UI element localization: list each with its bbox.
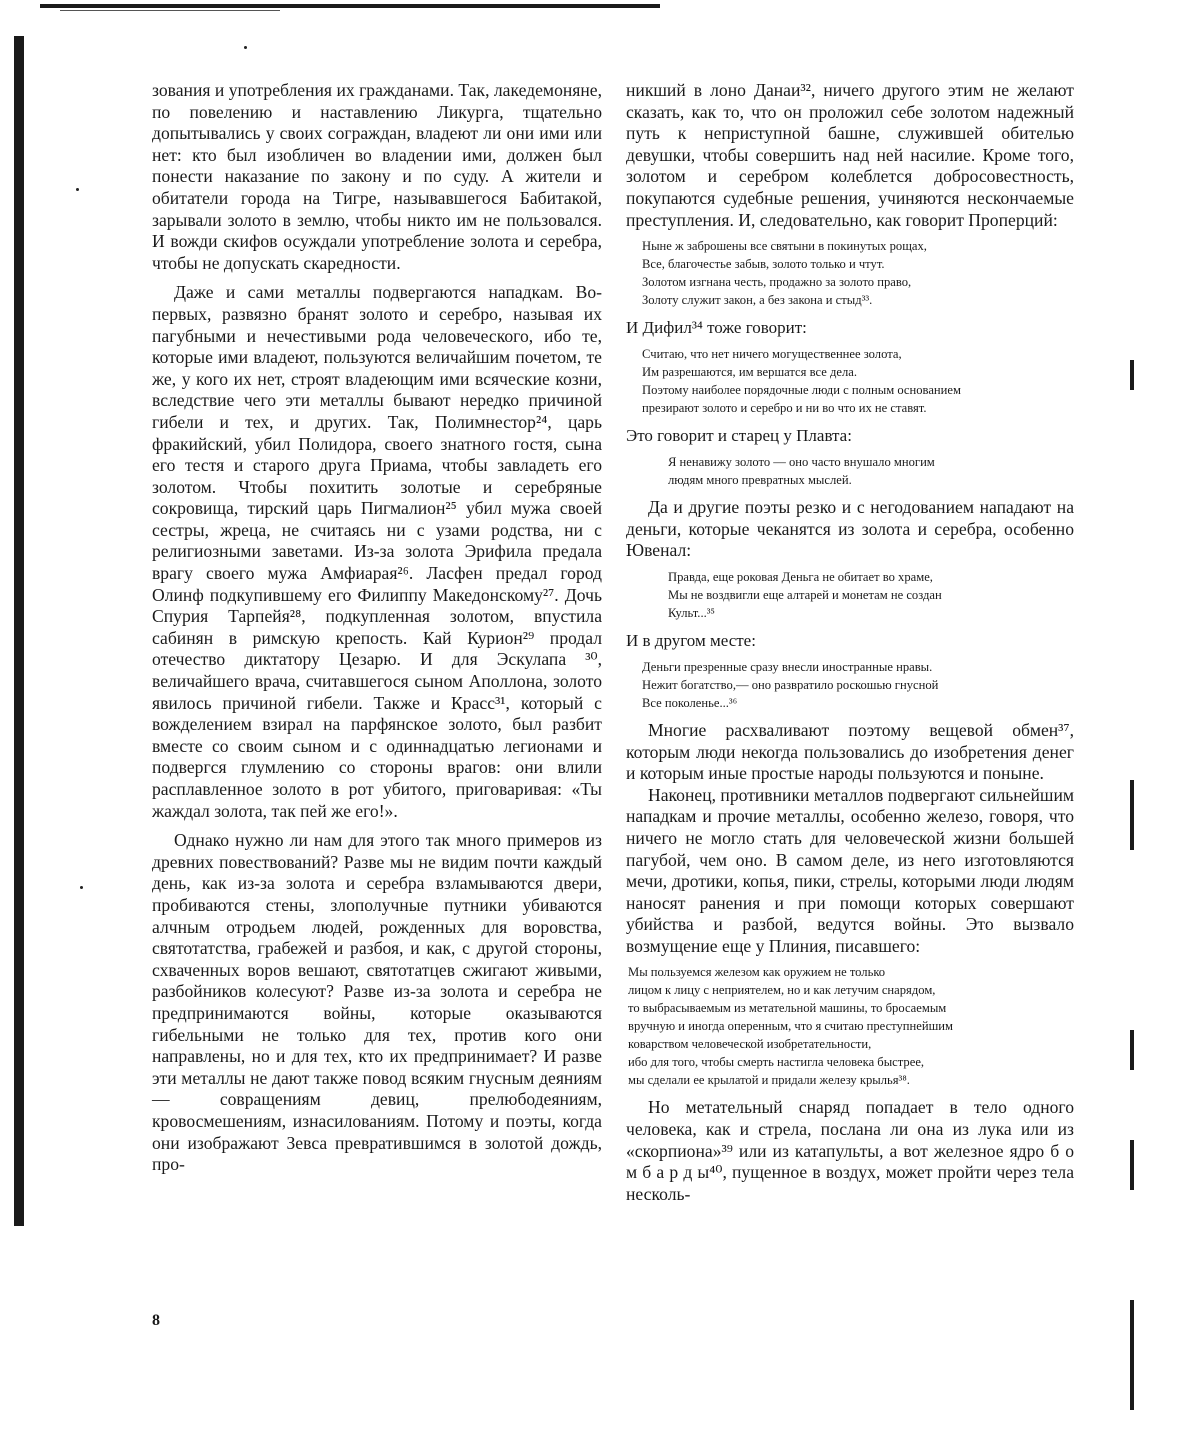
verse-line: Нежит богатство,— оно развратило роскошью гнусной xyxy=(642,677,939,692)
top-rule-thin xyxy=(60,10,280,11)
quote-intro: И в другом месте: xyxy=(626,630,756,650)
verse-line: ибо для того, чтобы смерть настигла человека быстрее, xyxy=(628,1055,925,1070)
verse-line: Все поколенье...³⁶ xyxy=(642,695,738,710)
quote-intro: И Дифил³⁴ тоже говорит: xyxy=(626,318,807,338)
paragraph: Но метательный снаряд попадает в тело одного человека, как и стрела, послана ли она из лука или из «скорпиона»³⁹ или из катапульты, а вот железное ядро б о м б а р д ы⁴⁰, пущенное в воздух, может пройти через тела несколь- xyxy=(626,1097,1074,1204)
verse-line: мы сделали ее крылатой и придали железу крылья³⁸. xyxy=(628,1073,910,1088)
scan-mark xyxy=(1130,1300,1134,1410)
verse-line: вручную и иногда оперенным, что я считаю преступнейшим xyxy=(628,1019,954,1034)
verse-quote xyxy=(642,658,1074,712)
verse-line: Считаю, что нет ничего могущественнее золота, xyxy=(642,347,902,362)
verse-line: Деньги презренные сразу внесли иностранные нравы. xyxy=(642,659,933,674)
verse-line: Им разрешаются, им вершатся все дела. xyxy=(642,365,857,380)
verse-line: Мы пользуемся железом как оружием не только xyxy=(628,965,886,980)
paragraph: Да и другие поэты резко и с негодованием нападают на деньги, которые чеканятся из золота и серебра, особенно Ювенал: xyxy=(626,497,1074,561)
scan-speck xyxy=(76,188,79,191)
paragraph: Наконец, противники металлов подвергают сильнейшим нападкам и прочие металлы, особенно железо, говоря, что ничего не могло стать для человеческой жизни большей пагубой, чем оно. В самом деле, из него изготовляются мечи, дротики, копья, пики, стрелы, которыми люди людям наносят ранения и при помощи которых совершают убийства и разбой, ведутся войны. Это вызвало возмущение еще у Плиния, писавшего: xyxy=(626,784,1074,956)
scan-mark xyxy=(1130,360,1134,390)
verse-line: Правда, еще роковая Деньга не обитает во храме, xyxy=(668,569,933,584)
right-column xyxy=(626,80,1074,1205)
paragraph: Даже и сами металлы подвергаются нападкам. Во-первых, развязно бранят золото и серебро, называя их пагубными и нечестивыми рода человеческого, ибо те, которые ими владеют, пользуются величайшим почетом, те же, у кого их нет, строят владеющим ими всяческие козни, вследствие чего эти металлы бывают нередко причиной гибели и тех, и других. Так, Полимнестор²⁴, царь фракийский, убил Полидора, своего знатного гостя, сына его тестя и старого друга Приама, чтобы завладеть его золотом. Чтобы похитить золотые и серебряные сокровища, тирский царь Пигмалион²⁵ убил мужа своей сестры, жреца, не считаясь ни с узами родства, ни с религиозными заветами. Из-за золота Эрифила предала врагу своего мужа Амфиарая²⁶. Ласфен предал город Олинф подкупившему его Филиппу Македонскому²⁷. Дочь Спурия Тарпейя²⁸, подкупленная золотом, впустила сабинян в римскую крепость. Кай Курион²⁹ продал отечество диктатору Цезарю. И для Эскулапа ³⁰, величайшего врача, считавшегося сыном Аполлона, золото явилось причиной гибели. Также и Красс³¹, который с вожделением взирал на парфянское золото, был разбит вместе со своим сыном и с одиннадцатью легионами и подвергся глумлению со стороны врагов: они влили расплавленное золото в рот убитого, приговаривая: «Ты жаждал золота, так пей же его!». xyxy=(152,282,602,821)
page-number: 8 xyxy=(152,1312,160,1329)
scan-speck xyxy=(244,46,247,49)
verse-line: людям много превратных мыслей. xyxy=(668,473,852,488)
top-rule xyxy=(40,4,660,8)
verse-line: то выбрасываемым из метательной машины, то бросаемым xyxy=(628,1001,947,1016)
verse-line: Культ...³⁵ xyxy=(668,605,715,620)
verse-line: лицом к лицу с неприятелем, но и как летучим снарядом, xyxy=(628,983,936,998)
verse-quote xyxy=(668,568,1074,622)
paragraph: Многие расхваливают поэтому вещевой обмен³⁷, которым люди некогда пользовались до изобретения денег и которым иные простые народы пользуются и поныне. xyxy=(626,719,1074,784)
scan-speck xyxy=(80,886,83,889)
verse-line: Поэтому наиболее порядочные люди с полным основанием xyxy=(642,383,961,398)
paragraph: никший в лоно Данаи³², ничего другого этим не желают сказать, как то, что он проложил себе золотом надежный путь к неприступной башне, служившей обителью девушки, чтобы совершить над ней насилие. Кроме того, золотом и серебром колеблется добросовестность, покупаются судебные решения, учиняются нескончаемые преступления. И, следовательно, как говорит Проперций: xyxy=(626,80,1074,230)
scan-mark xyxy=(1130,1140,1134,1190)
verse-quote xyxy=(642,237,1074,309)
scan-mark xyxy=(1130,1030,1134,1070)
verse-line: Золоту служит закон, а без закона и стыд³³. xyxy=(642,293,873,308)
verse-line: Золотом изгнана честь, продажно за золото право, xyxy=(642,275,912,290)
paragraph: Однако нужно ли нам для этого так много примеров из древних повествований? Разве мы не видим почти каждый день, как из-за золота и серебра взламываются двери, пробиваются стены, злополучные путники убиваются алчным отродьем людей, рожденных для воровства, святотатства, грабежей и разбоя, и как, с другой стороны, схваченных воров вешают, святотатцев сжигают живыми, разбойников колесуют? Разве из-за золота и серебра не предпринимаются войны, которые оказываются гибельными не только для тех, против кого они направлены, но и для тех, кто их предпринимает? И разве эти металлы не дают также повод всяким гнусным деяниям — совращениям девиц, прелюбодеяниям, кровосмешениям, изнасилованиям. Потому и поэты, когда они изображают Зевса превратившимся в золотой дождь, про- xyxy=(152,830,602,1175)
verse-line: Все, благочестье забыв, золото только и чтут. xyxy=(642,257,885,272)
verse-line: презирают золото и серебро и ни во что их не ставят. xyxy=(642,401,927,416)
verse-line: Я ненавижу золото — оно часто внушало многим xyxy=(668,455,935,470)
binding-edge xyxy=(14,36,24,1226)
verse-quote xyxy=(628,963,1074,1089)
verse-line: Ныне ж заброшены все святыни в покинутых рощах, xyxy=(642,239,927,254)
quote-intro: Это говорит и старец у Плавта: xyxy=(626,426,852,446)
verse-line: коварством человеческой изобретательности, xyxy=(628,1037,872,1052)
verse-quote xyxy=(668,453,1074,489)
left-column xyxy=(152,80,602,1176)
verse-line: Мы не воздвигли еще алтарей и монетам не создан xyxy=(668,587,942,602)
verse-quote xyxy=(642,345,1074,417)
paragraph: зования и употребления их гражданами. Так, лакедемоняне, по повелению и наставлению Ликурга, тщательно допытывались у своих сограждан, владеют ли они ими или нет: кто был изобличен во владении ими, должен был понести наказание по закону и по суду. А жители и обитатели города на Тигре, называвшегося Бабитакой, зарывали золото в землю, чтобы никто им не пользовался. И вожди скифов осуждали употребление золота и серебра, чтобы не допускать скаредности. xyxy=(152,80,602,273)
scan-mark xyxy=(1130,780,1134,850)
